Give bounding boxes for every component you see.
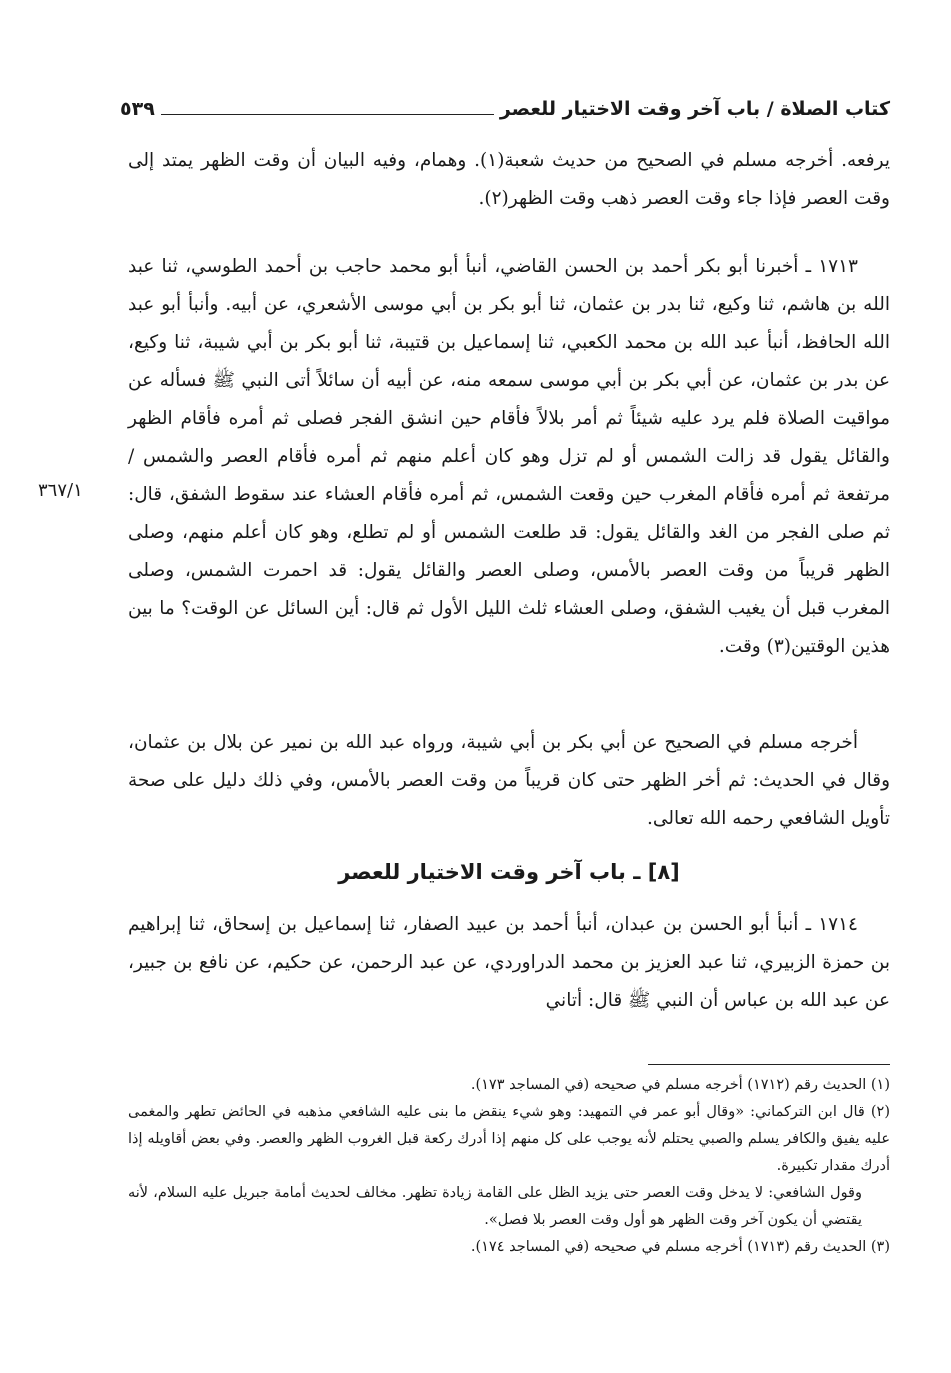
paragraph-continuation: يرفعه. أخرجه مسلم في الصحيح من حديث شعبة(١). وهمام، وفيه البيان أن وقت الظهر يمتد إلى وقت العصر فإذا جاء وقت العصر ذهب وقت الظهر(٢). <box>128 150 890 209</box>
footnote-2-continuation: وقول الشافعي: لا يدخل وقت العصر حتى يزيد الظل على القامة زيادة تظهر. مخالف لحديث أمامة جبريل عليه السلام، لأنه يقتضي أن يكون آخر وقت الظهر هو أول وقت العصر بلا فصل». <box>128 1185 862 1228</box>
margin-reference: ٣٦٧/١ <box>38 480 83 501</box>
hadith-1713: ١٧١٣ ـ أخبرنا أبو بكر أحمد بن الحسن القاضي، أنبأ أبو محمد حاجب بن أحمد الطوسي، ثنا عبد الله بن هاشم، ثنا وكيع، ثنا بدر بن عثمان، ثنا أبو بكر بن أبي موسى الأشعري، عن أبيه. وأنبأ أبو عبد الله الحافظ، أنبأ عبد الله بن محمد الكعبي، ثنا إسماعيل بن قتيبة، ثنا أبو بكر بن أبي شيبة، ثنا وكيع، عن بدر بن عثمان، عن أبي بكر بن أبي موسى سمعه منه، عن أبيه أن سائلاً أتى النبي ﷺ فسأله عن مواقيت الصلاة فلم يرد عليه شيئاً ثم أمر بلالاً فأقام حين انشق الفجر فصلى ثم أمره فأقام الظهر والقائل يقول قد زالت الشمس أو لم تزل وهو كان أعلم منهم ثم أمره فأقام العصر والشمس / مرتفعة ثم أمره فأقام المغرب حين وقعت الشمس، ثم أمره فأقام العشاء عند سقوط الشفق، قال: ثم صلى الفجر من الغد والقائل يقول: قد طلعت الشمس أو لم تطلع، وهو كان أعلم منهم، وصلى الظهر قريباً من وقت العصر بالأمس، وصلى العصر والقائل يقول: قد احمرت الشمس، وصلى المغرب قبل أن يغيب الشفق، وصلى العشاء ثلث الليل الأول ثم قال: أين السائل عن الوقت؟ ما بين هذين الوقتين(٣) وقت. <box>128 256 890 657</box>
footnote-2: (٢) قال ابن التركماني: «وقال أبو عمر في التمهيد: وهو شيء ينقض ما بنى عليه الشافعي مذهبه في الحائض تطهر والمغمى عليه يفيق والكافر يسلم والصبي يحتلم لأنه يوجب على كل منهم إذا أدرك ركعة قبل الغروب الظهر والعصر. وفي بعض أقاويله إذا أدرك مقدار تكبيرة. <box>128 1104 890 1174</box>
hadith-1714: ١٧١٤ ـ أنبأ أبو الحسن بن عبدان، أنبأ أحمد بن عبيد الصفار، ثنا إسماعيل بن إسحاق، ثنا إبراهيم بن حمزة الزبيري، ثنا عبد العزيز بن محمد الدراوردي، عن عبد الرحمن، عن حكيم، عن نافع بن جبير، عن عبد الله بن عباس أن النبي ﷺ قال: أتاني <box>128 914 890 1011</box>
running-header <box>120 92 890 126</box>
header-title: كتاب الصلاة / باب آخر وقت الاختيار للعصر <box>499 98 890 120</box>
footnotes <box>128 1072 890 1261</box>
footnote-1: (١) الحديث رقم (١٧١٢) أخرجه مسلم في صحيحه (في المساجد ١٧٣). <box>470 1077 890 1093</box>
footnote-separator <box>648 1064 890 1065</box>
header-rule <box>161 114 494 115</box>
section-heading: [٨] ـ باب آخر وقت الاختيار للعصر <box>338 860 680 884</box>
page-number: ٥٣٩ <box>120 98 155 120</box>
footnote-3: (٣) الحديث رقم (١٧١٣) أخرجه مسلم في صحيحه (في المساجد ١٧٤). <box>470 1239 890 1255</box>
commentary-paragraph: أخرجه مسلم في الصحيح عن أبي بكر بن أبي شيبة، ورواه عبد الله بن نمير عن بلال بن عثمان، وقال في الحديث: ثم أخر الظهر حتى كان قريباً من وقت العصر بالأمس، وفي ذلك دليل على صحة تأويل الشافعي رحمه الله تعالى. <box>128 732 890 829</box>
